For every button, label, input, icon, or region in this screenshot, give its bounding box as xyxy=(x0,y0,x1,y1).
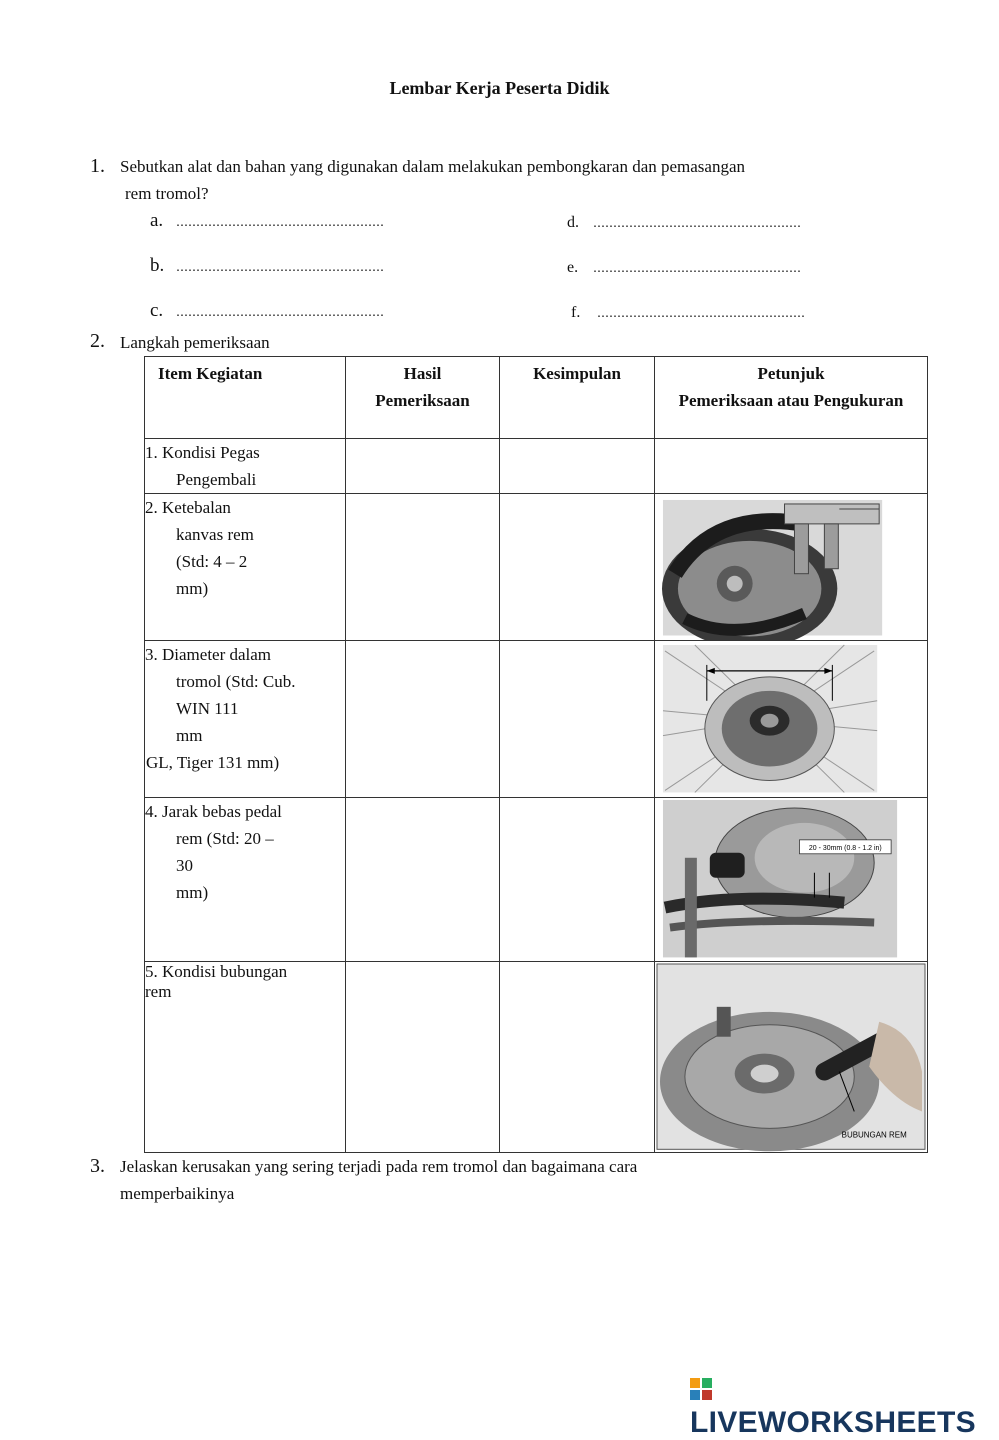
page-title: Lembar Kerja Peserta Didik xyxy=(389,78,610,98)
drum-diameter-image xyxy=(655,641,927,796)
q1-option-c[interactable]: c. .................................................... xyxy=(150,300,385,321)
liveworksheets-icon xyxy=(690,1378,712,1400)
row5-item: 5. Kondisi bubungan rem xyxy=(145,962,346,1152)
row3-kesimpulan-input[interactable] xyxy=(500,641,655,797)
header-petunjuk: Petunjuk Pemeriksaan atau Pengukuran xyxy=(655,357,928,439)
header-item: Item Kegiatan xyxy=(145,357,346,439)
q1-option-f[interactable]: f. .................................................... xyxy=(571,304,806,321)
row4-petunjuk xyxy=(655,797,928,961)
row5-hasil-input[interactable] xyxy=(346,962,500,1152)
row1-hasil-input[interactable] xyxy=(346,439,500,494)
q1-text-line1: Sebutkan alat dan bahan yang digunakan dalam melakukan pembongkaran dan pemasangan xyxy=(120,157,746,176)
table-row xyxy=(145,494,928,641)
row2-petunjuk xyxy=(655,494,928,641)
row4-kesimpulan-input[interactable] xyxy=(500,797,655,961)
table-row xyxy=(145,641,928,797)
row4-item: 4. Jarak bebas pedal rem (Std: 20 – 30 mm) xyxy=(145,797,346,961)
q3-text-line2: memperbaikinya xyxy=(120,1184,235,1203)
table-row xyxy=(145,439,928,494)
header-hasil: Hasil Pemeriksaan xyxy=(346,357,500,439)
row2-hasil-input[interactable] xyxy=(346,494,500,641)
row5-kesimpulan-input[interactable] xyxy=(500,962,655,1152)
q3-number: 3. xyxy=(90,1155,105,1177)
row1-kesimpulan-input[interactable] xyxy=(500,439,655,494)
table-row xyxy=(145,962,928,1152)
row2-item: 2. Ketebalan kanvas rem (Std: 4 – 2 mm) xyxy=(145,494,346,641)
row5-petunjuk xyxy=(655,962,928,1152)
q2-text: Langkah pemeriksaan xyxy=(120,333,270,352)
header-kesimpulan: Kesimpulan xyxy=(500,357,655,439)
q1-option-a[interactable]: a. .................................................... xyxy=(150,210,385,231)
table-header-row xyxy=(145,357,928,439)
row2-kesimpulan-input[interactable] xyxy=(500,494,655,641)
q1-text-line2: rem tromol? xyxy=(125,184,209,203)
row1-item: 1. Kondisi Pegas Pengembali xyxy=(145,439,346,494)
row1-petunjuk xyxy=(655,439,928,494)
row3-hasil-input[interactable] xyxy=(346,641,500,797)
brake-cam-image xyxy=(655,962,927,1151)
inspection-table xyxy=(144,356,928,1153)
q2-number: 2. xyxy=(90,330,105,352)
liveworksheets-logo: LIVEWORKSHEETS xyxy=(690,1372,999,1440)
brake-lining-caliper-image xyxy=(655,494,927,640)
q1-option-e[interactable]: e. .................................................... xyxy=(567,259,802,276)
q1-number: 1. xyxy=(90,155,105,177)
row3-petunjuk xyxy=(655,641,928,797)
pedal-measurement-label: 20 - 30mm (0.8 - 1.2 in) xyxy=(808,844,882,852)
table-row xyxy=(145,797,928,961)
brake-pedal-free-play-image xyxy=(655,798,927,961)
q3-text-line1: Jelaskan kerusakan yang sering terjadi pada rem tromol dan bagaimana cara xyxy=(120,1157,638,1176)
row3-item: 3. Diameter dalam tromol (Std: Cub. WIN 111 mm GL, Tiger 131 mm) xyxy=(145,641,346,797)
row4-hasil-input[interactable] xyxy=(346,797,500,961)
bubungan-rem-label: BUBUNGAN REM xyxy=(841,1130,907,1140)
q1-option-b[interactable]: b. .................................................... xyxy=(150,255,385,276)
q1-option-d[interactable]: d. .................................................... xyxy=(567,214,802,231)
